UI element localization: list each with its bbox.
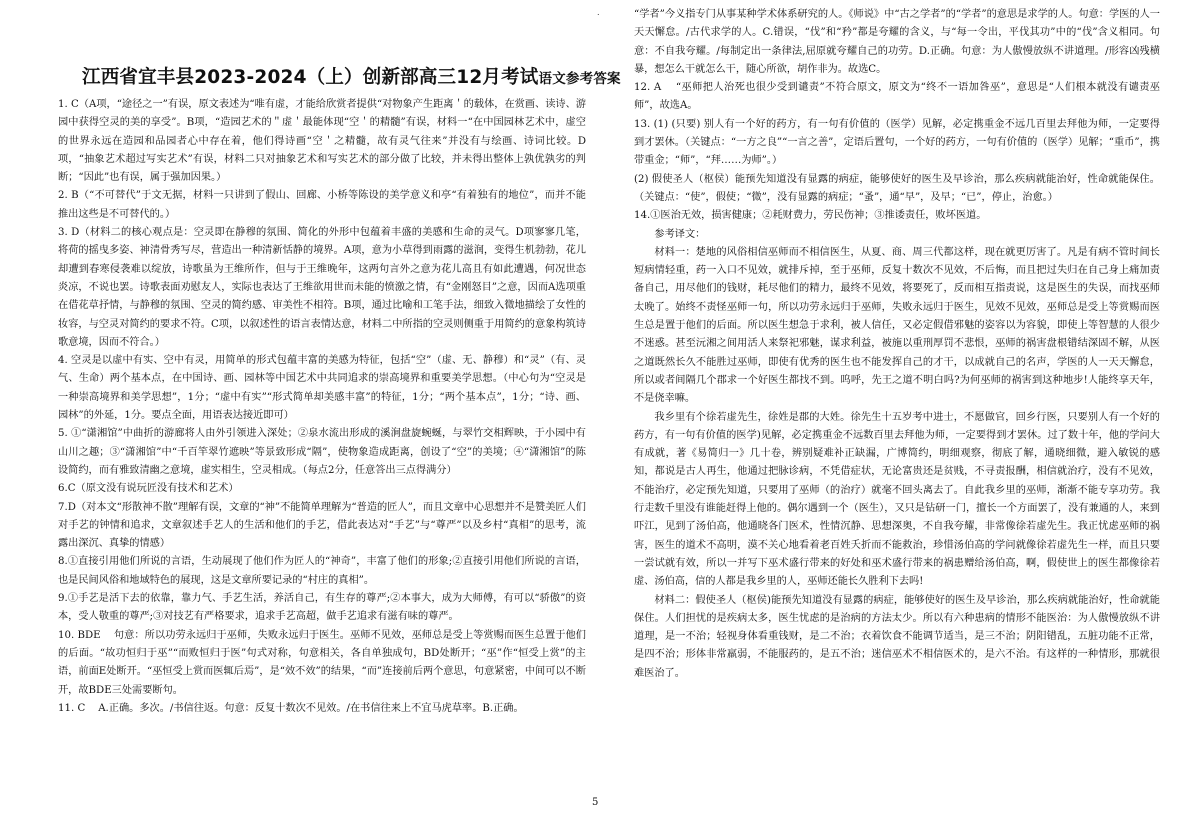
answer-13-2: (2) 假使圣人（枢侯）能预先知道没有显露的病症，能够使好的医生及早诊治，那么疾病就能治好，性命就能保住。（关键点：“使”，假使；“微”，没有显露的病症；“蚤”，通“早”，及早；“已”，停止，治愈。） <box>634 173 1160 203</box>
answer-8: 8.①直接引用他们所说的言语，生动展现了他们作为匠人的“神奇”，丰富了他们的形象;②直接引用他们所说的言语，也是民间风俗和地域特色的展现，这是文章所要记录的“村庄的真相”。 <box>58 556 586 586</box>
answer-7: 7.D（对本文“形散神不散”理解有误，文章的“神”不能简单理解为“普造的匠人”，而且文章中心思想并不是赞美匠人们对手艺的钟情和追求，文章叙述手艺人的生活和他们的手艺，借此表达对“手艺”与“尊严”以及乡村“真相”的思考，流露出深沉、真挚的情感） <box>58 501 586 550</box>
page-title <box>82 66 621 91</box>
translation-material-1-cont: 我乡里有个徐若虚先生，徐姓是郡的大姓。徐先生十五岁考中进士，不愿做官，回乡行医，只要别人有一个好的药方，有一句有价值的医学)见解，必定携重金不远数百里去拜他为师，一定要得到才罢休。过了数十年，他的学问大有成就，著《易简归一》几十卷，辨别疑难补正缺漏，广博简约，明细观察，彻底了解，通晓细微，避入敏锐的感知，都说是古人再生，他通过把脉诊病，不凭借症状，无论富贵还是贫贱，不寻责报酬，相信就治疗，没有不见效，不能治疗，必定预先知道，只要用了巫师（的治疗）就毫不回头离去了。自此我乡里的巫师，渐渐不能专享功劳。我行走数千里没有谁能赶得上他的。偶尔遇到一个（医生），又只是钻研一门，擅长一个方面罢了，没有兼通的人，来到吓江，见到了汤伯高，他通晓各门医术，性情沉静、思想深奥，不自我夸耀，非常像徐若虚先生。我正忧虑巫师的祸害，医生的道术不高明，漠不关心地看着老百姓夭折而不能救治，珍惜汤伯高的学问就像徐若虚先生一样，而且只要一尝试就有效，所以一并写下巫术盛行带来的好处和巫术盛行带来的祸患赠给汤伯高，啊，假使世上的医生都像徐若虚、汤伯高，信的人都是我乡里的人，巫师还能长久胜利下去吗! <box>634 411 1160 588</box>
answer-13-1: 13. (1) (只要) 别人有一个好的药方，有一句有价值的（医学）见解，必定携重金不远几百里去拜他为师，一定要得到才罢休。（关键点：“一方之良”“一言之善”，定语后置句，一个好的药方，一句有价值的（医学）见解；“重币”，携带重金；“师”，“拜……为师”。） <box>634 118 1160 167</box>
answer-10: 10. BDE 句意：所以功劳永远归于巫师，失败永远归于医生。巫师不见效，巫师总是受上等赏赐而医生总置于他们的后面。“故功恒归于巫”“而败恒归于医”句式对称，句意相关，各自单独成句，BD处断开；“巫”作“恒受上赏”的主语，前面E处断开。“巫恒受上赏而医辄后焉”，是“效不效”的结果，“而”连接前后两个意思，句意紧密，中间可以不断开，故BDE三处需要断句。 <box>58 629 586 696</box>
answer-14: 14.①医治无效，损害健康；②耗财费力，劳民伤神；③推诿责任，败坏医道。 <box>634 210 987 222</box>
translation-material-1: 材料一：楚地的风俗相信巫师而不相信医生，从夏、商、周三代都这样，现在就更厉害了。凡是有病不管时间长短病情轻重，药一入口不见效，就排斥掉，至于巫师，反复十数次不见效，不后悔，而且把过失归在自己身上痛加责备自己，用尽他们的钱财，耗尽他们的精力，最终不见效，将要死了，反而相互指责说，这是医生的失误，而找巫师太晚了。始终不责怪巫师一句，所以功劳永远归于巫师，失败永远归于医生，见效不见效，巫师总是受上等赏赐而医生总是置于他们的后面。所以医生想急于求利，被人信任，又必定假借邪魅的姿容以为容貌，即使上等智慧的人很少不迷惑。甚至沅湘之间用活人来祭祀邪魅，谋求利益，被施以重刑厚罚不悲恨，巫师的祸害盘根错结深固不解，从医之道既然长久不能胜过巫师，即使有优秀的医生也不能发挥自己的才干，以成就自己的名声，学医的人一天天懈怠，所以或者间隔几个郡求一个好医生都找不到。呜呼，先王之道不明白吗?为何巫师的祸害到这种地步!人能终享天年，不是侥幸嘛。 <box>634 246 1160 405</box>
title-main: 江西省宜丰县2023-2024（上）创新部高三12月考试 <box>82 67 539 88</box>
title-sub: 语文参考答案 <box>538 71 621 87</box>
answer-1: 1. C（A项，“途径之一”有误，原文表述为“唯有虚，才能给欣赏者提供“对物象产生距离＇的载体，在赏画、读诗、游园中获得空灵的美的享受”。B项，“造园艺术的＂虚＇最能体现“空＇的精髓”有误，材料一“在中国园林艺术中，虚空的世界永远在造园和品园者心中存在着，他们得诗画“空＇之精髓，故有灵气往来”并没有与绘画、诗词比较。D项，“抽象艺术超过写实艺术”有误，材料二只对抽象艺术和写实艺术的部分做了比较，并未得出整体上孰优孰劣的判断；“因此”也有误，属于强加因果。） <box>58 99 586 184</box>
answer-11: 11. C A.正确。多次。/书信往返。句意：反复十数次不见效。/在书信往来上不宜马虎草率。B.正确。 <box>58 702 524 714</box>
answer-11-continued: “学者”今义指专门从事某种学术体系研究的人。《师说》中“古之学者”的“学者”的意思是求学的人。句意：学医的人一天天懈怠。/古代求学的人。C.错误，“伐”和“矜”都是夸耀的含义，与“每一令出，平伐其功”中的“伐”含义相同。句意：不自我夸耀。/每制定出一条律法,屈原就夸耀自己的功劳。D.正确。句意：为人傲慢放纵不讲道理。/形容凶残横暴，想怎么干就怎么干，随心所欲，胡作非为。故选C。 <box>634 9 1160 75</box>
page-number: 5 <box>592 797 599 808</box>
answer-9: 9.①手艺是活下去的依靠，靠力气、手艺生活，养活自己，有生存的尊严;②本事大，成为大师傅，有可以“骄傲”的资本，受人敬重的尊严;③对技艺有严格要求，追求手艺高超，做手艺追求有滋有味的尊严。 <box>58 593 586 623</box>
answer-2: 2. B（“不可替代”于文无据，材料一只讲到了假山、回廊、小桥等陈设的美学意义和亭“有着独有的地位”，而并不能推出这些是不可替代的。） <box>58 190 586 220</box>
answer-6: 6.C（原文没有说玩匠没有技术和艺术） <box>58 483 239 495</box>
answer-5: 5. ①“潇湘馆”中曲折的游廊将人由外引领进入深处；②泉水流出形成的溪涧盘旋蜿蜒，与翠竹交相辉映，于小园中有山川之趣；③“潇湘馆”中“千百竿翠竹遮映”等景致形成“隔”，使物象造成距离，创设了“空”的美境；④“潇湘馆”的陈设简约，而有雅致清幽之意境，虚实相生，空灵相成。（每点2分，任意答出三点得满分） <box>58 428 586 476</box>
answer-4: 4. 空灵是以虚中有实、空中有灵，用简单的形式包蕴丰富的美感为特征，包括“空”（虚、无、静穆）和“灵”（有、灵气、生命）两个基本点，在中国诗、画、园林等中国艺术中共同追求的崇高境界和重要美学思想。（中心句为“空灵是一种崇高境界和美学思想”，1分；“虚中有实”“形式简单却美感丰富”的特征，1分；“两个基本点”，1分；“诗、画、园林”的外延，1分。要点全面，用语表达接近即可） <box>58 355 586 422</box>
translation-heading: 参考译文： <box>654 228 706 240</box>
answer-12: 12. A “巫师把人治死也很少受到谴责”不符合原文，原文为“终不一语加咎巫”，意思是“人们根本就没有谴责巫师”，故选A。 <box>634 82 1160 112</box>
translation-material-2: 材料二：假使圣人（枢侯)能预先知道没有显露的病症，能够使好的医生及早诊治，那么疾病就能治好，性命就能保住。人们担忧的是疾病太多，医生忧虑的是治病的方法太少。所以有六种患病的情形不能医治：为人傲慢放纵不讲道理，是一不治；轻视身体看重钱财，是二不治；衣着饮食不能调节适当，是三不治；阴阳错乱，五脏功能不正常，是四不治；形体非常羸弱，不能服药的，是五不治；迷信巫术不相信医术的，是六不治。有这样的一种情形，那就很难医治了。 <box>634 594 1160 679</box>
answer-3: 3. D（材料二的核心观点是：空灵即在静穆的氛围、简化的外形中包蕴着丰盛的美感和生命的灵气。D项寥寥几笔，将荷的摇曳多姿、神清骨秀写尽，营造出一种清新恬静的境界。A项，意为小草得到雨露的滋润，变得生机勃勃，花儿却遭到春寒侵袭难以绽放，诗歌虽为王维所作，但与于王维晚年，这两句言外之意为花儿高且有如此遭遇，何况世态炎凉，不说也罢。诗歌表面劝慰友人，实际也表达了王维欲用世而未能的愤激之情，有“金刚怒目”之意，因而A选项重在借花草抒情，与静穆的氛围、空灵的简约感、审美性不相符。B项，通过比喻和工笔手法，细致入微地描绘了女性的妆容，与空灵对简约的要求不符。C项，以叙述性的语言表情达意，材料二中所指的空灵则侧重于用简约的意象构筑诗歌意境，因而不符合。） <box>58 227 586 348</box>
top-mark: . <box>597 8 600 17</box>
